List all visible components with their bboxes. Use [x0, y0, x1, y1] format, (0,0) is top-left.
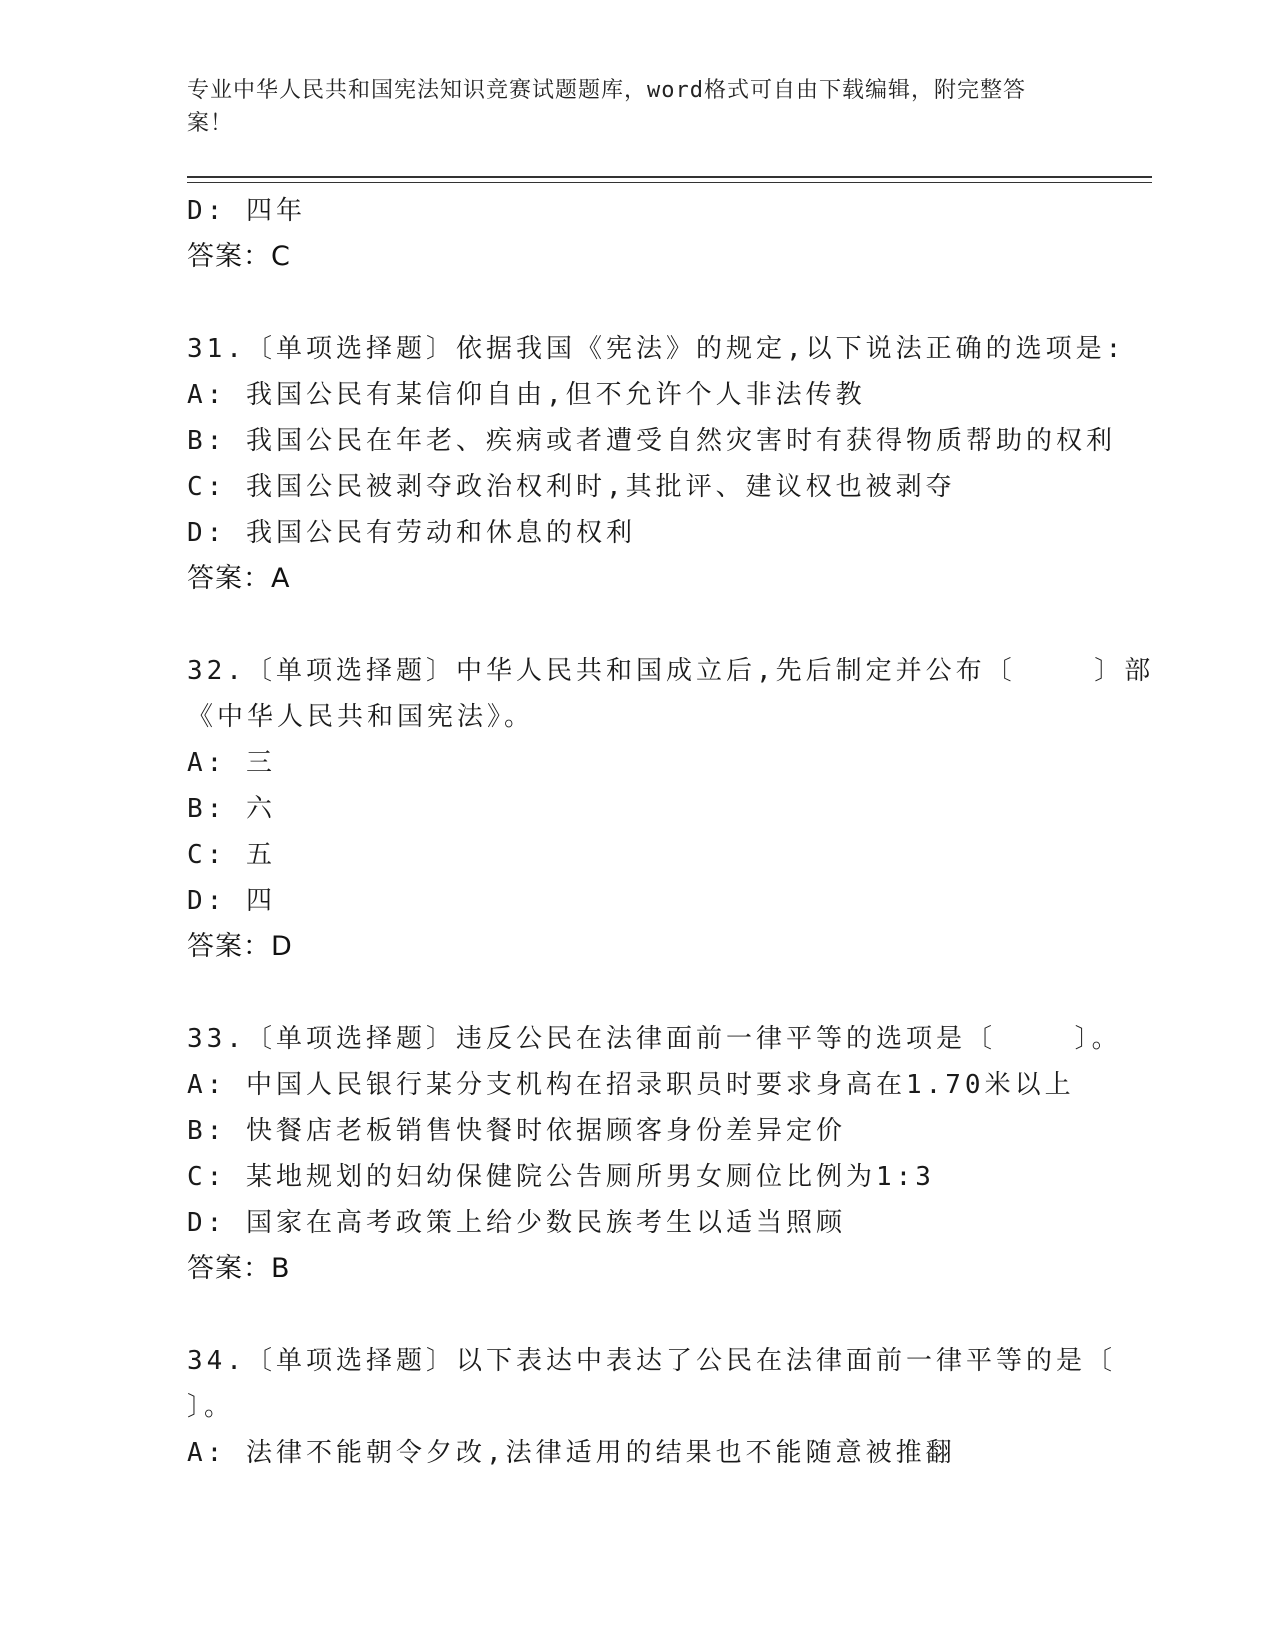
option-b: B: 快餐店老板销售快餐时依据顾客身份差异定价 [187, 1116, 846, 1146]
answer-line: 答案：C [187, 241, 291, 272]
answer-line: 答案：D [187, 931, 293, 962]
option-d: D: 四年 [187, 196, 306, 226]
option-d: D: 四 [187, 886, 276, 916]
option-d: D: 我国公民有劳动和休息的权利 [187, 518, 636, 548]
option-c: C: 五 [187, 840, 276, 870]
option-d: D: 国家在高考政策上给少数民族考生以适当照顾 [187, 1208, 846, 1238]
question-33 [187, 1016, 1122, 1292]
answer-line: 答案：A [187, 563, 291, 594]
header-divider-thin [187, 182, 1152, 183]
option-b: B: 我国公民在年老、疾病或者遭受自然灾害时有获得物质帮助的权利 [187, 426, 1116, 456]
question-34 [187, 1338, 1116, 1476]
question-stem: 33.〔单项选择题〕违反公民在法律面前一律平等的选项是〔 〕。 [187, 1024, 1122, 1054]
question-stem-line1: 34.〔单项选择题〕以下表达中表达了公民在法律面前一律平等的是〔 [187, 1346, 1116, 1376]
question-content [187, 188, 1155, 1476]
question-32 [187, 648, 1155, 970]
option-c: C: 某地规划的妇幼保健院公告厕所男女厕位比例为1:3 [187, 1162, 935, 1192]
question-31 [187, 326, 1126, 602]
spacer [187, 970, 1087, 1016]
option-a: A: 我国公民有某信仰自由,但不允许个人非法传教 [187, 380, 866, 410]
option-a: A: 法律不能朝令夕改,法律适用的结果也不能随意被推翻 [187, 1438, 956, 1468]
spacer [187, 1292, 1087, 1338]
spacer [187, 602, 1087, 648]
question-stem: 31.〔单项选择题〕依据我国《宪法》的规定,以下说法正确的选项是: [187, 334, 1126, 364]
option-b: B: 六 [187, 794, 276, 824]
question-stem-line2: 〕。 [187, 1392, 235, 1422]
option-a: A: 三 [187, 748, 276, 778]
spacer [187, 280, 1087, 326]
option-a: A: 中国人民银行某分支机构在招录职员时要求身高在1.70米以上 [187, 1070, 1075, 1100]
header-divider-thick [187, 176, 1152, 178]
document-header: 专业中华人民共和国宪法知识竞赛试题题库，word格式可自由下载编辑，附完整答案！ [187, 78, 1026, 136]
question-stem-line2: 《中华人民共和国宪法》。 [187, 702, 535, 732]
previous-question-tail [187, 188, 1087, 280]
option-c: C: 我国公民被剥夺政治权利时,其批评、建议权也被剥夺 [187, 472, 956, 502]
question-stem-line1: 32.〔单项选择题〕中华人民共和国成立后,先后制定并公布〔 〕部 [187, 656, 1155, 686]
answer-line: 答案：B [187, 1253, 291, 1284]
